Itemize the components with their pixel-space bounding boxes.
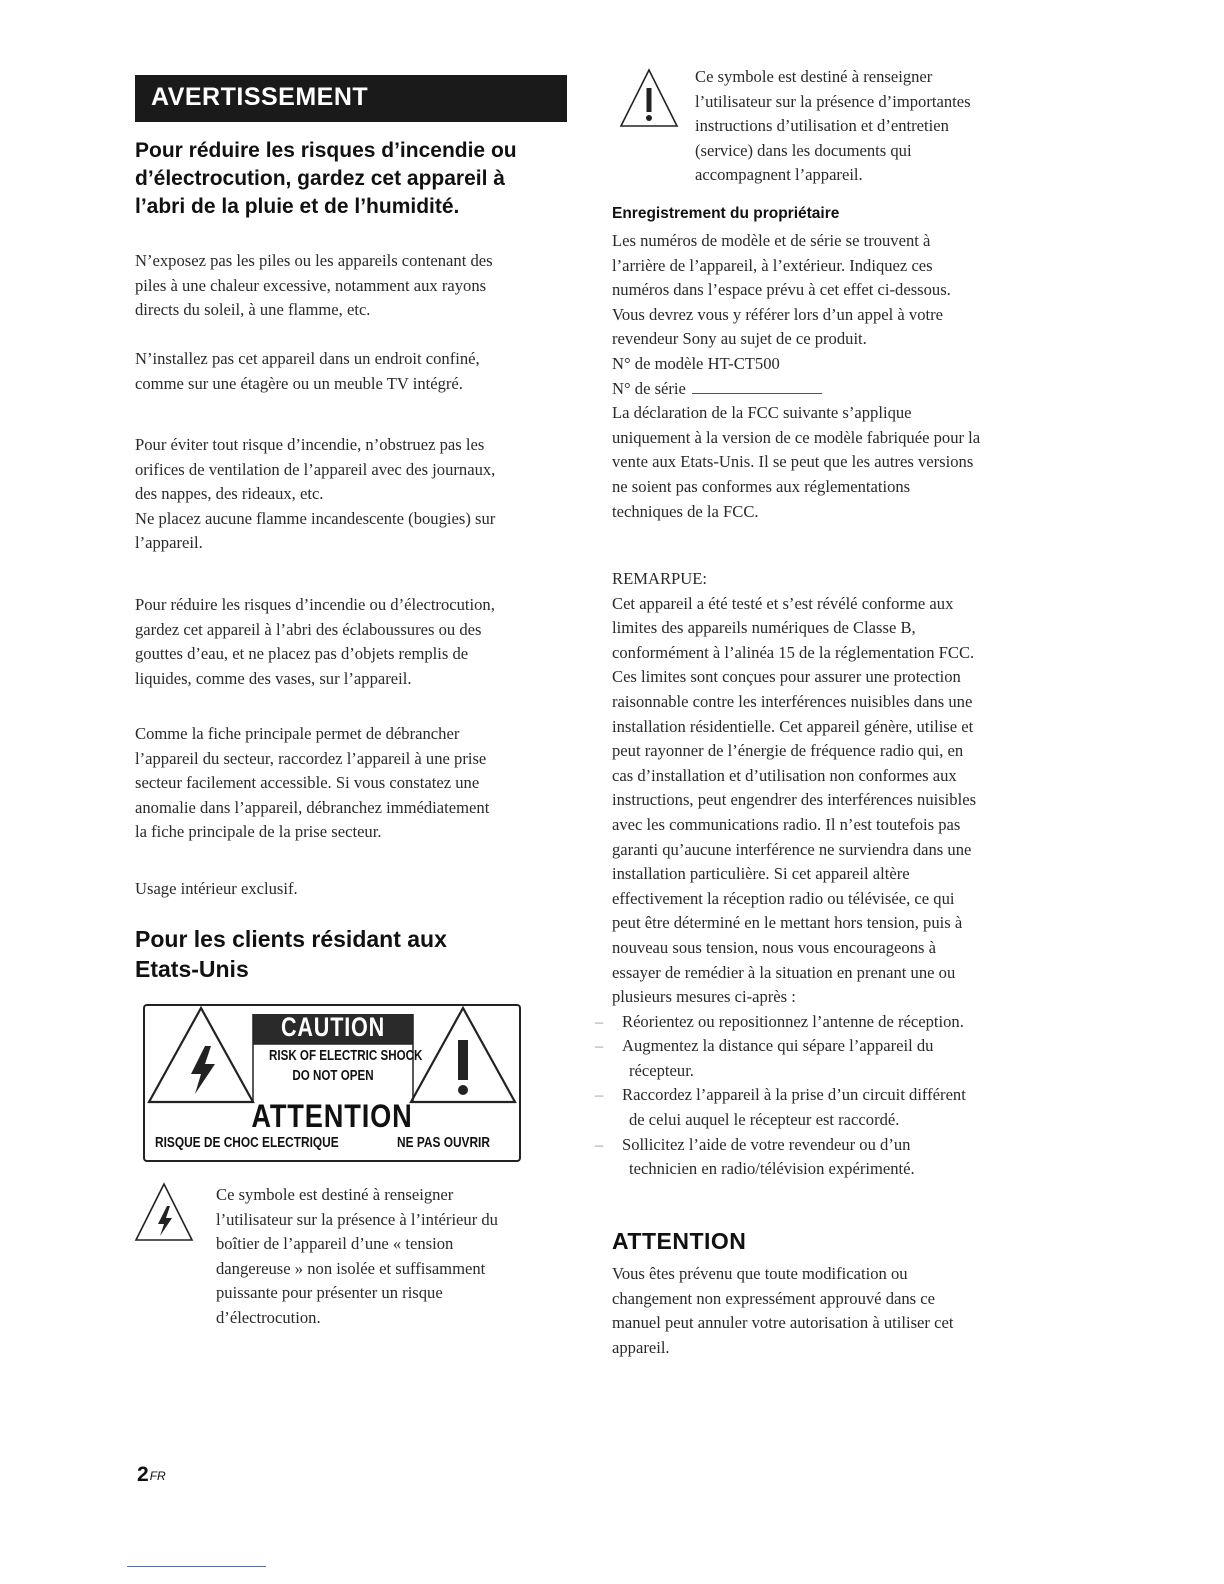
lightning-triangle-icon [149, 1008, 253, 1102]
risk-line-1: RISK OF ELECTRIC SHOCK [269, 1048, 423, 1064]
owner-record-text: Les numéros de modèle et de série se trouvent à l’arrière de l’appareil, à l’extérieur. Indiquez ces numéros dans l’espace prévu à cet effet ci-dessous. Vous devrez vous y référer lors d’un appel à votre revendeur Sony au sujet de ce produit. N° de modèle HT-CT500 N° de série La déclaration de la FCC suivante s’applique uniquement à la version de ce modèle fabriquée pour la vente aux Etats-Unis. Il se peut que les autres versions ne soient pas conformes aux réglementations techniques de la FCC. [612, 231, 981, 521]
list-item: – Augmentez la distance qui sépare l’appareil du récepteur. [595, 1036, 934, 1080]
page-number: $2_{FR}$ [137, 1463, 166, 1486]
risk-line-2: DO NOT OPEN [292, 1068, 374, 1084]
list-item: – Réorientez ou repositionnez l’antenne de réception. [595, 1011, 964, 1031]
warning-banner-title: AVERTISSEMENT [151, 83, 369, 111]
paragraph-indoor-use: Usage intérieur exclusif. [135, 879, 298, 898]
exclamation-symbol-icon [617, 66, 681, 130]
caution-word: CAUTION [281, 1012, 385, 1042]
us-clients-heading: Pour les clients résidant aux Etats-Unis [135, 926, 447, 982]
caution-label [143, 1004, 521, 1162]
warning-banner [135, 75, 567, 122]
exclamation-symbol-description: Ce symbole est destiné à renseigner l’utilisateur sur la présence d’importantes instructions d’utilisation et d’entretien (service) dans les documents qui accompagnent l’appareil. [695, 67, 971, 185]
lightning-symbol-icon [134, 1180, 198, 1244]
risk-french-left: RISQUE DE CHOC ELECTRIQUE [155, 1135, 339, 1151]
lightning-symbol-description: Ce symbole est destiné à renseigner l’utilisateur sur la présence à l’intérieur du boîtier de l’appareil d’une « tension dangereuse » non isolée et suffisamment puissante pour présenter un risque d’électrocution. [216, 1185, 498, 1327]
paragraph-batteries: N’exposez pas les piles ou les appareils contenant des piles à une chaleur excessive, notamment aux rayons directs du soleil, à une flamme, etc. [135, 251, 493, 320]
owner-record-heading: Enregistrement du propriétaire [612, 205, 840, 222]
attention-word: ATTENTION [251, 1098, 413, 1134]
list-item: – Sollicitez l’aide de votre revendeur ou d’un technicien en radio/télévision expérimenté. [595, 1134, 915, 1179]
attention-text: Vous êtes prévenu que toute modification ou changement non expressément approuvé dans ce manuel peut annuler votre autorisation à utiliser cet appareil. [612, 1264, 954, 1357]
paragraph-ventilation: Pour éviter tout risque d’incendie, n’obstruez pas les orifices de ventilation de l’appareil avec des journaux, des nappes, des rideaux, etc. Ne placez aucune flamme incandescente (bougies) sur l’appareil. [135, 435, 496, 553]
serial-number-label: N° de série [612, 378, 686, 398]
remark-section: REMARPUE: Cet appareil a été testé et s’est révélé conforme aux limites des appareils numériques de Classe B, conformément à l’alinéa 15 de la réglementation FCC. Ces limites sont conçues pour assurer une protection raisonnable contre les interférences nuisibles dans une installation résidentielle. Cet appareil génère, utilise et peut rayonner de l’énergie de fréquence radio qui, en cas d’installation et d’utilisation non conformes aux instructions, peut engendrer des interférences nuisibles avec les communications radio. Il n’est toutefois pas garanti qu’aucune interférence ne surviendra dans une installation particulière. Si cet appareil altère effectivement la réception radio ou télévisée, ce qui peut être déterminé en le mettant hors tension, puis à nouveau sous tension, nous vous encourageons à essayer de remédier à la situation en prenant une ou plusieurs mesures ci-après : – Réorientez ou repositionnez l’antenne de réception. – Augmentez la distance qui sépare l’appareil du récepteur. – Raccordez l’appareil à la prise d’un circuit différent de celui auquel le récepteur est raccordé. – Sollicitez l’aide de votre revendeur ou d’un technicien en radio/télévision expérimenté. [612, 567, 1062, 1182]
model-number: N° de modèle HT-CT500 [612, 353, 780, 373]
exclamation-triangle-icon [411, 1008, 515, 1102]
attention-heading: ATTENTION [612, 1228, 747, 1254]
warning-heading: Pour réduire les risques d’incendie ou d’électrocution, gardez cet appareil à l’abri de la pluie et de l’humidité. [135, 139, 517, 218]
paragraph-installation: N’installez pas cet appareil dans un endroit confiné, comme sur une étagère ou un meuble TV intégré. [135, 349, 480, 393]
serial-number-blank [692, 379, 822, 394]
risk-french-right: NE PAS OUVRIR [397, 1135, 490, 1151]
paragraph-water: Pour réduire les risques d’incendie ou d’électrocution, gardez cet appareil à l’abri des éclaboussures ou des gouttes d’eau, et ne placez pas d’objets remplis de liquides, comme des vases, sur l’appareil. [135, 595, 495, 688]
footer-divider [127, 1566, 266, 1567]
list-item: – Raccordez l’appareil à la prise d’un circuit différent de celui auquel le récepteur est raccordé. [595, 1085, 966, 1130]
remark-heading: REMARPUE: [612, 569, 707, 588]
paragraph-mains-plug: Comme la fiche principale permet de débrancher l’appareil du secteur, raccordez l’appareil à une prise secteur facilement accessible. Si vous constatez une anomalie dans l’appareil, débranchez immédiatement la fiche principale de la prise secteur. [135, 724, 490, 842]
